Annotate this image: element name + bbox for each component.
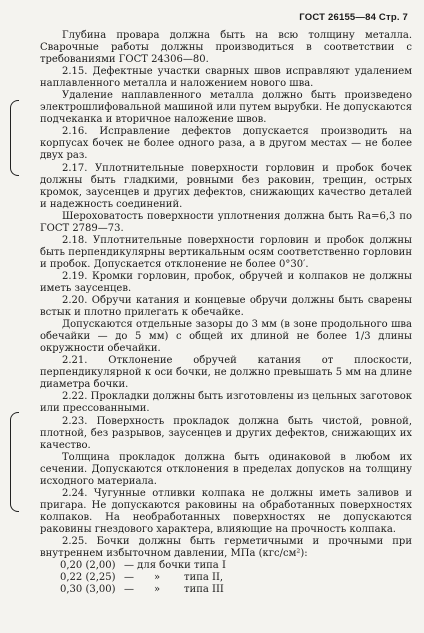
pressure-value: 0,30 (3,00) [60, 584, 116, 596]
pressure-type: типа III [184, 584, 224, 596]
pressure-row [40, 560, 412, 572]
pressure-value: 0,22 (2,25) [60, 572, 116, 584]
paragraph: 2.21. Отклонение обручей катания от плоскости, перпендикулярной к оси бочки, не должно превышать 5 мм на длине диаметра бочки. [40, 355, 412, 391]
pressure-desc: — [124, 572, 134, 584]
paragraph: 2.20. Обручи катания и концевые обручи должны быть сварены встык и плотно прилегать к обечайке. [40, 295, 412, 319]
paragraph: 2.17. Уплотнительные поверхности горловин и пробок бочек должны быть гладкими, ровными без раковин, трещин, острых кромок, заусенцев и других дефектов, снижающих качество деталей и надежность соединений. [40, 162, 412, 210]
paragraph: 2.22. Прокладки должны быть изготовлены из цельных заготовок или прессованными. [40, 391, 412, 415]
paragraph: 2.25. Бочки должны быть герметичными и прочными при внутреннем избыточном давлении, МПа (кгс/см²): [40, 535, 412, 560]
document-body [40, 30, 412, 596]
pressure-row [40, 584, 412, 596]
paragraph: 2.18. Уплотнительные поверхности горловин и пробок должны быть перпендикулярны вертикальным осям соответственно горловин и пробок. Допускается отклонение не более 0°30′. [40, 234, 412, 270]
pressure-value: 0,20 (2,00) [60, 560, 116, 572]
paragraph: 2.15. Дефектные участки сварных швов исправляют удалением наплавленного металла и наложением нового шва. [40, 66, 412, 90]
pressure-desc: — для бочки [124, 560, 191, 572]
pressure-desc: — [124, 584, 134, 596]
paragraph: 2.24. Чугунные отливки колпака не должны иметь заливов и пригара. Не допускаются раковины на обработанных поверхностях колпаков. На необработанных поверхностях не допускаются раковины гнездового характера, влияющие на прочность колпака. [40, 487, 412, 535]
margin-bracket [10, 412, 19, 512]
paragraph: Шероховатость поверхности уплотнения должна быть Ra=6,3 по ГОСТ 2789—73. [40, 210, 412, 234]
pressure-type: типа II, [184, 572, 224, 584]
paragraph: 2.19. Кромки горловин, пробок, обручей и колпаков не должны иметь заусенцев. [40, 270, 412, 294]
paragraph: Глубина провара должна быть на всю толщину металла. Сварочные работы должны производиться в соответствии с требованиями ГОСТ 24306—80. [40, 30, 412, 66]
ditto-mark: » [154, 572, 161, 584]
margin-bracket [10, 100, 19, 176]
paragraph: Допускаются отдельные зазоры до 3 мм (в зоне продольного шва обечайки — до 5 мм) с общей их длиной не более 1/3 длины окружности обечайки. [40, 319, 412, 355]
pressure-row [40, 572, 412, 584]
paragraph: 2.16. Исправление дефектов допускается производить на корпусах бочек не более одного раза, а в другом местах — не более двух раз. [40, 126, 412, 162]
pressure-type: типа I [193, 560, 226, 572]
paragraph: 2.23. Поверхность прокладок должна быть чистой, ровной, плотной, без разрывов, заусенцев и других дефектов, снижающих их качество. [40, 415, 412, 451]
ditto-mark: » [154, 584, 161, 596]
paragraph: Удаление наплавленного металла должно быть произведено электрошлифовальной машиной или путем вырубки. Не допускаются подчеканка и вторичное наложение швов. [40, 90, 412, 126]
pressure-list [40, 560, 412, 596]
paragraph: Толщина прокладок должна быть одинаковой в любом их сечении. Допускаются отклонения в пределах допусков на толщину исходного материала. [40, 451, 412, 487]
page-header: ГОСТ 26155—84 Стр. 7 [299, 12, 408, 23]
